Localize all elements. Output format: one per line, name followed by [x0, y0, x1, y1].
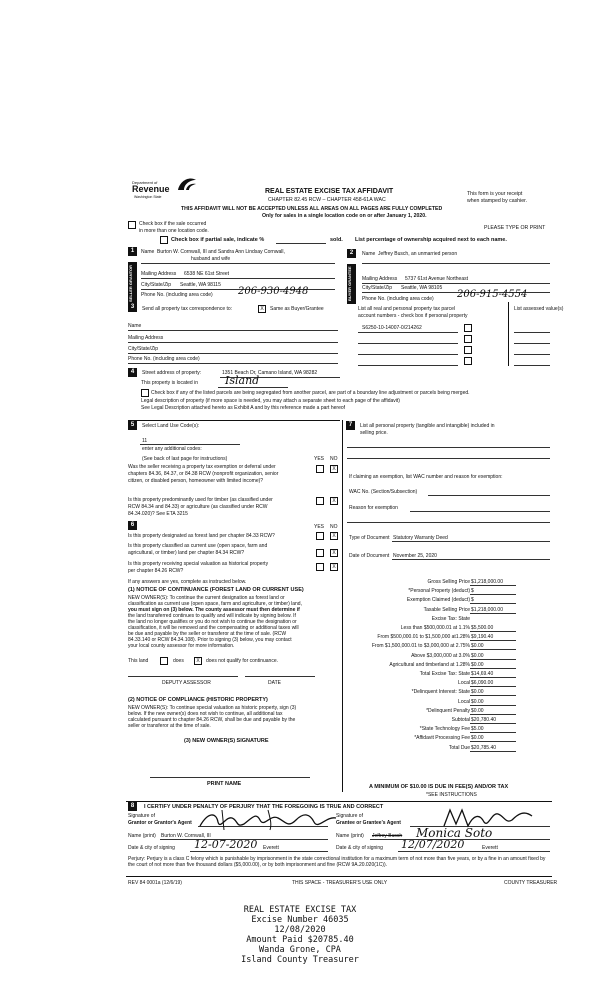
multi-location-label-1: Check box if the sale occurred: [139, 221, 207, 227]
sig-grantor-l1: Signature of: [128, 813, 155, 819]
segregated-label: Check box if any of the listed parcels are being segregated from another parcel, are part of a boundary line adjustment or parcels being merged.: [151, 390, 470, 396]
form-only-for: Only for sales in a single location code on or after January 1, 2020.: [262, 213, 427, 219]
buyer-name-label: Name: [362, 251, 376, 257]
wac-line[interactable]: [428, 495, 550, 496]
buyer-city-label: City/State/Zip: [362, 285, 393, 291]
tax-row-value[interactable]: $5.00: [471, 726, 484, 733]
tax-row-value[interactable]: $20,785.40: [471, 744, 497, 751]
tax-row-label: *Delinquent Interest: State: [411, 689, 470, 696]
tax-row-line: [470, 723, 516, 724]
sec3-name: Name: [128, 323, 142, 329]
stamp-line-2: Excise Number 46035: [251, 915, 349, 925]
tax-row-value[interactable]: $5,500.00: [471, 625, 494, 631]
tax-row-value[interactable]: $0.00: [471, 707, 484, 714]
tax-row-value[interactable]: $1,218,000.00: [471, 606, 503, 613]
wa-logo-icon: [176, 176, 198, 192]
enter-any: enter any additional codes:: [142, 446, 202, 452]
tax-row-line: [470, 741, 516, 742]
section-7-num: 7: [346, 421, 355, 430]
name-print-grantor-label: Name (print): [128, 833, 156, 839]
q1-no-checkbox[interactable]: X: [330, 465, 338, 473]
q1-line1: Was the seller receiving a property tax exemption or deferral under: [128, 464, 276, 470]
tax-row-value[interactable]: $6,090.00: [471, 680, 494, 687]
seller-name-1: Burton W. Cornwall, III and Sandra Ann Lindsay Cornwall,: [157, 249, 285, 255]
land-use-title: Select Land Use Code(s):: [142, 423, 200, 429]
partial-pct-line[interactable]: [276, 243, 326, 244]
column-divider: [342, 420, 343, 792]
doc-date-label: Date of Document: [349, 553, 390, 559]
stamp-line-3: 12/08/2020: [274, 925, 326, 935]
tax-row-line: [470, 603, 516, 604]
comp-line: NEW OWNER(S): To continue special valuation as historic property, sign (3): [128, 705, 297, 711]
sig-grantee-l2: Grantee or Grantee's Agent: [336, 820, 401, 826]
form-number: REV 84 0001a (12/6/19): [128, 880, 182, 886]
legal-desc-1: Legal description of property (if more space is needed, you may attach a separate sheet to each page of the affidavit): [141, 398, 400, 404]
see-instructions: *SEE INSTRUCTIONS: [426, 792, 477, 798]
section-2-num: 2: [347, 249, 356, 258]
assessed-line-3[interactable]: [514, 354, 550, 355]
q2-no-checkbox[interactable]: X: [330, 497, 338, 505]
same-as-buyer-label: Same as Buyer/Grantee: [270, 306, 324, 312]
historic-yes-checkbox[interactable]: [316, 563, 324, 571]
q2-line3: 84.34.020)? See ETA 3215: [128, 511, 188, 517]
sec3-mailing-line[interactable]: [128, 342, 338, 343]
seller-city-label: City/State/Zip: [141, 282, 172, 288]
tax-row-line: [470, 714, 516, 715]
personal-prop-checkbox-4[interactable]: [464, 357, 472, 365]
sec3-city: City/State/Zip: [128, 346, 159, 352]
does-checkbox[interactable]: [160, 657, 168, 665]
comp-line: calculated pursuant to chapter 84.26 RCW, shall be due and payable by the: [128, 717, 296, 723]
assessed-line-2[interactable]: [514, 343, 550, 344]
tax-row-label: Gross Selling Price: [427, 579, 470, 585]
stamp-line-6: Island County Treasurer: [241, 955, 359, 965]
tax-row-line: [470, 594, 516, 595]
q2-line1: Is this property predominantly used for timber (as classified under: [128, 497, 273, 503]
cont-line: the land no longer qualifies or you do not wish to continue the designation or: [128, 619, 297, 625]
new-owner-sig-label: (3) NEW OWNER(S) SIGNATURE: [184, 738, 269, 744]
does-not-checkbox[interactable]: X: [194, 657, 202, 665]
stamp-line-4: Amount Paid $20785.40: [246, 935, 354, 945]
print-name-label: PRINT NAME: [207, 781, 242, 787]
doc-date[interactable]: November 25, 2020: [393, 553, 437, 559]
tax-row-line: [470, 640, 516, 641]
cont-line: your local county assessor for more information.: [128, 643, 235, 649]
grantee-city[interactable]: Everett: [482, 845, 498, 851]
sold-label: sold.: [330, 237, 343, 243]
tax-row-line: [470, 659, 516, 660]
tax-row-line: [470, 732, 516, 733]
deputy-date-label: DATE: [268, 680, 281, 686]
sec3-mailing: Mailing Address: [128, 335, 164, 341]
logo-revenue: Revenue: [132, 184, 170, 194]
please-type: PLEASE TYPE OR PRINT: [484, 225, 546, 231]
reason-label: Reason for exemption: [349, 505, 398, 511]
historic-no-checkbox[interactable]: X: [330, 563, 338, 571]
buyer-phone-label: Phone No. (including area code): [362, 296, 434, 302]
current-use-yes-checkbox[interactable]: [316, 549, 324, 557]
cont-line: the land transferred continues to qualify and will indicate by signing below. If: [128, 613, 296, 619]
form-warning: THIS AFFIDAVIT WILL NOT BE ACCEPTED UNLESS ALL AREAS ON ALL PAGES ARE FULLY COMPLETED: [181, 206, 443, 212]
form-title: REAL ESTATE EXCISE TAX AFFIDAVIT: [265, 188, 394, 195]
stamp-line-1: REAL ESTATE EXCISE TAX: [243, 905, 357, 915]
receipt-note-1: This form is your receipt: [467, 191, 523, 197]
current-use-q2: agricultural, or timber) land per chapter 84.34 RCW?: [128, 550, 245, 556]
multi-location-label-2: in more than one location code.: [139, 228, 209, 234]
buyer-name[interactable]: Jeffrey Busch, an unmarried person: [378, 251, 458, 257]
tax-row-line: [470, 613, 516, 614]
grantor-date[interactable]: 12-07-2020: [194, 838, 258, 851]
seller-name-2: husband and wife: [191, 256, 231, 262]
grantor-city[interactable]: Everett: [263, 845, 279, 851]
tax-row-line: [470, 677, 516, 678]
land-use-code[interactable]: 11: [142, 438, 148, 444]
assessed-head: List assessed value(s): [514, 306, 564, 312]
wac-label: WAC No. (Section/Subsection): [349, 489, 418, 495]
tax-row-value[interactable]: $0.00: [471, 689, 484, 696]
buyer-city[interactable]: Seattle, WA 98105: [401, 285, 443, 291]
section-3-num: 3: [128, 303, 137, 312]
parcel-number[interactable]: S6250-10-14007-0/214262: [362, 325, 422, 331]
doc-date-line: [392, 559, 550, 560]
tax-row-label: Exemption Claimed (deduct): [406, 597, 470, 604]
form-subtitle: CHAPTER 82.45 RCW – CHAPTER 458-61A WAC: [268, 197, 386, 203]
forest-no-checkbox[interactable]: X: [330, 532, 338, 540]
comp-line: seller or transferor at the time of sale.: [128, 723, 211, 729]
sig-grantee-l1: Signature of: [336, 813, 363, 819]
footer-rule: [126, 876, 552, 877]
see-back: (See back of last page for instructions): [142, 456, 228, 462]
seller-city[interactable]: Seattle, WA 98115: [180, 282, 221, 288]
buyer-mailing-line: [362, 283, 550, 284]
tax-row-label: Local: [458, 680, 470, 687]
grantor-signature-icon: [198, 808, 338, 832]
buyer-grantee-label: BUYER GRANTEE: [347, 264, 356, 304]
q1-line2: chapters 84.36, 84.37, or 84.38 RCW (nonprofit organization, senior: [128, 471, 279, 477]
historic-q1: Is this property receiving special valuation as historical property: [128, 561, 269, 567]
tax-row-value[interactable]: $: [471, 597, 474, 604]
continuance-title: (1) NOTICE OF CONTINUANCE (FOREST LAND OR CURRENT USE): [128, 587, 304, 593]
print-name-line[interactable]: [150, 777, 310, 778]
date-place-grantor-label: Date & city of signing: [128, 845, 175, 851]
tax-row-value[interactable]: $0.00: [471, 643, 484, 650]
tax-row-value[interactable]: $14,69.40: [471, 671, 494, 677]
sec3-name-line[interactable]: [128, 330, 338, 331]
doc-type-label: Type of Document: [349, 535, 390, 541]
receipt-note-2: when stamped by cashier.: [467, 198, 527, 204]
perjury-text: Perjury: Perjury is a class C felony which is punishable by imprisonment in the state correctional institution for a maximum term of not more than five years, or by a fine in an amount fixed by the court of not more than five thousand dollars ($5,000.00), or by both imprisonment and fine (RCW 9A.20.020(1C)).: [128, 856, 546, 868]
parcel-line-3: [358, 354, 458, 355]
tax-row-line: [470, 751, 516, 752]
grantee-name-handwritten[interactable]: Monica Soto: [416, 826, 493, 840]
tax-row-value[interactable]: $9,190.40: [471, 634, 494, 641]
sec6-no: NO: [330, 524, 338, 530]
cont-line: NEW OWNER(S): To continue the current designation as forest land or: [128, 595, 285, 601]
sec7-text-2: selling price.: [360, 430, 388, 436]
sec3-text: Send all property tax correspondence to:: [142, 306, 233, 312]
exemption-label: If claiming an exemption, list WAC number and reason for exemption:: [349, 474, 503, 480]
sig-grantor-l2: Grantor or Grantor's Agent: [128, 820, 192, 826]
located-label: This property is located in: [141, 380, 198, 386]
tax-row-line: [470, 705, 516, 706]
section-1-num: 1: [128, 247, 137, 256]
buyer-phone[interactable]: 206-915-4554: [457, 289, 528, 300]
assessed-line-4[interactable]: [514, 365, 550, 366]
deputy-label: DEPUTY ASSESSOR: [162, 680, 211, 686]
cont-line: classification as current use (open space, farm and agriculture, or timber) land,: [128, 601, 302, 607]
grantor-date-line: [190, 851, 328, 852]
tax-row-label: Above $3,000,000 at 3.0%: [411, 652, 470, 659]
tax-row-line: [470, 585, 516, 586]
parcel-line-4: [358, 365, 458, 366]
tax-row-label: Agricultural and timberland at 1.28%: [389, 661, 470, 668]
does-label: does: [173, 658, 184, 664]
tax-row-line: [470, 631, 516, 632]
grantee-date[interactable]: 12/07/2020: [401, 838, 465, 851]
section-5-box: [128, 420, 340, 421]
comp-line: below. If the new owner(s) does not wish to continue, all additional tax: [128, 711, 283, 717]
parcel-line-1: [358, 332, 458, 333]
name-print-grantee-label: Name (print): [336, 833, 364, 839]
assessed-line-1[interactable]: [514, 332, 550, 333]
section-8-rule: [126, 801, 552, 802]
personal-prop-line-1[interactable]: [347, 447, 550, 448]
minimum-due: A MINIMUM OF $10.00 IS DUE IN FEE(S) AND/OR TAX: [369, 784, 509, 790]
grantor-name[interactable]: Burton W. Cornwall, III: [161, 833, 211, 839]
parcel-head-2: account numbers - check box if personal property: [358, 313, 468, 319]
tax-row-label: Excise Tax: State: [431, 615, 470, 622]
street-address[interactable]: 1351 Beach Dr, Camano Island, WA 98282: [222, 370, 318, 376]
seller-mailing-line: [141, 278, 335, 279]
tax-row-label: *Personal Property (deduct): [408, 588, 470, 595]
personal-prop-checkbox-2[interactable]: [464, 335, 472, 343]
sec3-phone: Phone No. (including area code): [128, 356, 200, 362]
revenue-logo: [132, 176, 202, 202]
tax-row-line: [470, 668, 516, 669]
q1-yes-checkbox[interactable]: [316, 465, 324, 473]
tax-row-value[interactable]: $0.00: [471, 698, 484, 705]
personal-prop-checkbox-3[interactable]: [464, 346, 472, 354]
stamp-line-5: Wanda Grone, CPA: [259, 945, 341, 955]
located-line: [218, 387, 288, 388]
grantee-name[interactable]: Jeffrey Busch: [372, 833, 403, 839]
q2-yes-checkbox[interactable]: [316, 497, 324, 505]
section-4-num: 4: [128, 368, 137, 377]
cont-line: you must sign on (3) below. The county assessor must then determine if: [128, 607, 300, 613]
section-5-num: 5: [128, 421, 137, 430]
seller-grantor-label: SELLER GRANTOR: [128, 262, 137, 304]
cont-line: be due and payable by the seller or transferor at the time of sale. (RCW: [128, 631, 287, 637]
sec6-yes: YES: [314, 524, 325, 530]
reason-line[interactable]: [410, 511, 550, 512]
sec7-text-1: List all personal property (tangible and intangible) included in: [360, 423, 495, 429]
tax-row-label: Local: [458, 698, 470, 705]
tax-row-label: Total Due: [448, 744, 470, 751]
sec3-city-line[interactable]: [128, 353, 338, 354]
tax-row-label: From $500,000.01 to $1,500,000 at1.28%: [377, 634, 470, 641]
list-pct-label: List percentage of ownership acquired next to each name.: [355, 237, 507, 243]
forest-yes-checkbox[interactable]: [316, 532, 324, 540]
tax-row-value[interactable]: $1,218,000.00: [471, 579, 503, 585]
legal-desc-2: See Legal Description attached hereto as Exhibit A and by this reference made a part hereof: [141, 405, 346, 411]
seller-name-line: [141, 263, 335, 264]
buyer-mailing[interactable]: 5737 61st Avenue Northeast: [405, 276, 469, 282]
tax-row-label: Taxable Selling Price: [423, 606, 470, 613]
personal-prop-line-2[interactable]: [347, 458, 550, 459]
parcel-line-2: [358, 343, 458, 344]
tax-row-label: Subtotal: [451, 717, 470, 723]
county-treasurer: COUNTY TREASURER: [504, 880, 558, 886]
buyer-mailing-label: Mailing Address: [362, 276, 398, 282]
cont-line: 84.33.140 or RCW 84.34.108). Prior to signing (3) below, you may contact: [128, 637, 292, 643]
multi-location-checkbox[interactable]: [128, 221, 136, 229]
deputy-date-line[interactable]: [245, 676, 315, 677]
grantee-date-line: [398, 851, 550, 852]
tax-row-label: From $1,500,000.01 to $3,000,000 at 2.75%: [371, 643, 470, 650]
tax-row-value[interactable]: $20,780.40: [471, 717, 497, 723]
section-8-num: 8: [128, 802, 137, 811]
current-use-no-checkbox[interactable]: X: [330, 549, 338, 557]
historic-q2: per chapter 84.26 RCW?: [128, 568, 184, 574]
logo-state: Washington State: [134, 195, 162, 199]
buyer-name-line: [362, 263, 550, 264]
logo-dept: Department of: [132, 180, 158, 185]
compliance-title: (2) NOTICE OF COMPLIANCE (HISTORIC PROPERTY): [128, 697, 268, 703]
segregated-checkbox[interactable]: [141, 389, 149, 397]
if-any-yes: If any answers are yes, complete as instructed below.: [128, 579, 247, 585]
cont-line: classification, it will be removed and the compensating or additional taxes will: [128, 625, 299, 631]
tax-row-value[interactable]: $0.00: [471, 652, 484, 659]
seller-phone-label: Phone No. (including area code): [141, 292, 213, 298]
seller-name-label: Name: [141, 249, 155, 255]
tax-row-label: *State Technology Fee: [419, 726, 470, 733]
land-use-line: [140, 444, 240, 445]
same-as-buyer-checkbox[interactable]: X: [258, 305, 266, 313]
doc-type[interactable]: Statutory Warranty Deed: [393, 535, 448, 541]
partial-sale-label: Check box if partial sale, indicate %: [171, 237, 265, 243]
reason-line-2[interactable]: [347, 522, 550, 523]
doc-type-line: [392, 541, 550, 542]
tax-row-label: Total Excise Tax: State: [419, 671, 470, 677]
tax-row-line: [470, 686, 516, 687]
tax-row-label: *Delinquent Penalty: [426, 707, 470, 714]
street-label: Street address of property:: [142, 370, 202, 376]
sec3-phone-line[interactable]: [128, 363, 338, 364]
q2-line2: RCW 84.34 and 84.33) or agriculture (as classified under RCW: [128, 504, 268, 510]
q1-line3: citizen, or disabled person, homeowner with limited income)?: [128, 478, 264, 484]
tax-row-label: *Affidavit Processing Fee: [414, 735, 470, 742]
partial-sale-checkbox[interactable]: [160, 236, 168, 244]
seller-phone[interactable]: 206-930-4948: [238, 286, 309, 297]
deputy-line[interactable]: [128, 676, 238, 677]
current-use-q1: Is this property classified as current use (open space, farm and: [128, 543, 268, 549]
does-not-label: does not qualify for continuance.: [206, 658, 278, 664]
tax-row-line: [470, 695, 516, 696]
tax-row-value[interactable]: $0.00: [471, 735, 484, 742]
located-county[interactable]: Island: [225, 374, 260, 387]
seller-mailing-label: Mailing Address: [141, 271, 177, 277]
parcel-head-1: List all real and personal property tax parcel: [358, 306, 455, 312]
personal-prop-checkbox-1[interactable]: [464, 324, 472, 332]
seller-mailing[interactable]: 6538 NE 61st Street: [184, 271, 230, 277]
tax-row-value[interactable]: $0.00: [471, 661, 484, 668]
certify-text: I CERTIFY UNDER PENALTY OF PERJURY THAT THE FOREGOING IS TRUE AND CORRECT: [144, 804, 384, 810]
date-place-grantee-label: Date & city of signing: [336, 845, 383, 851]
this-land: This land: [128, 658, 149, 664]
section-6-num: 6: [128, 521, 137, 530]
tax-row-label: Less than $500,000.01 at 1.1%: [400, 625, 470, 631]
sec5-no: NO: [330, 456, 338, 462]
tax-row-line: [470, 649, 516, 650]
treasurer-use-only: THIS SPACE - TREASURER'S USE ONLY: [292, 880, 388, 886]
forest-q: Is this property designated as forest land per chapter 84.33 RCW?: [128, 533, 275, 539]
tax-row-value[interactable]: $: [471, 588, 474, 595]
sec5-yes: YES: [314, 456, 325, 462]
